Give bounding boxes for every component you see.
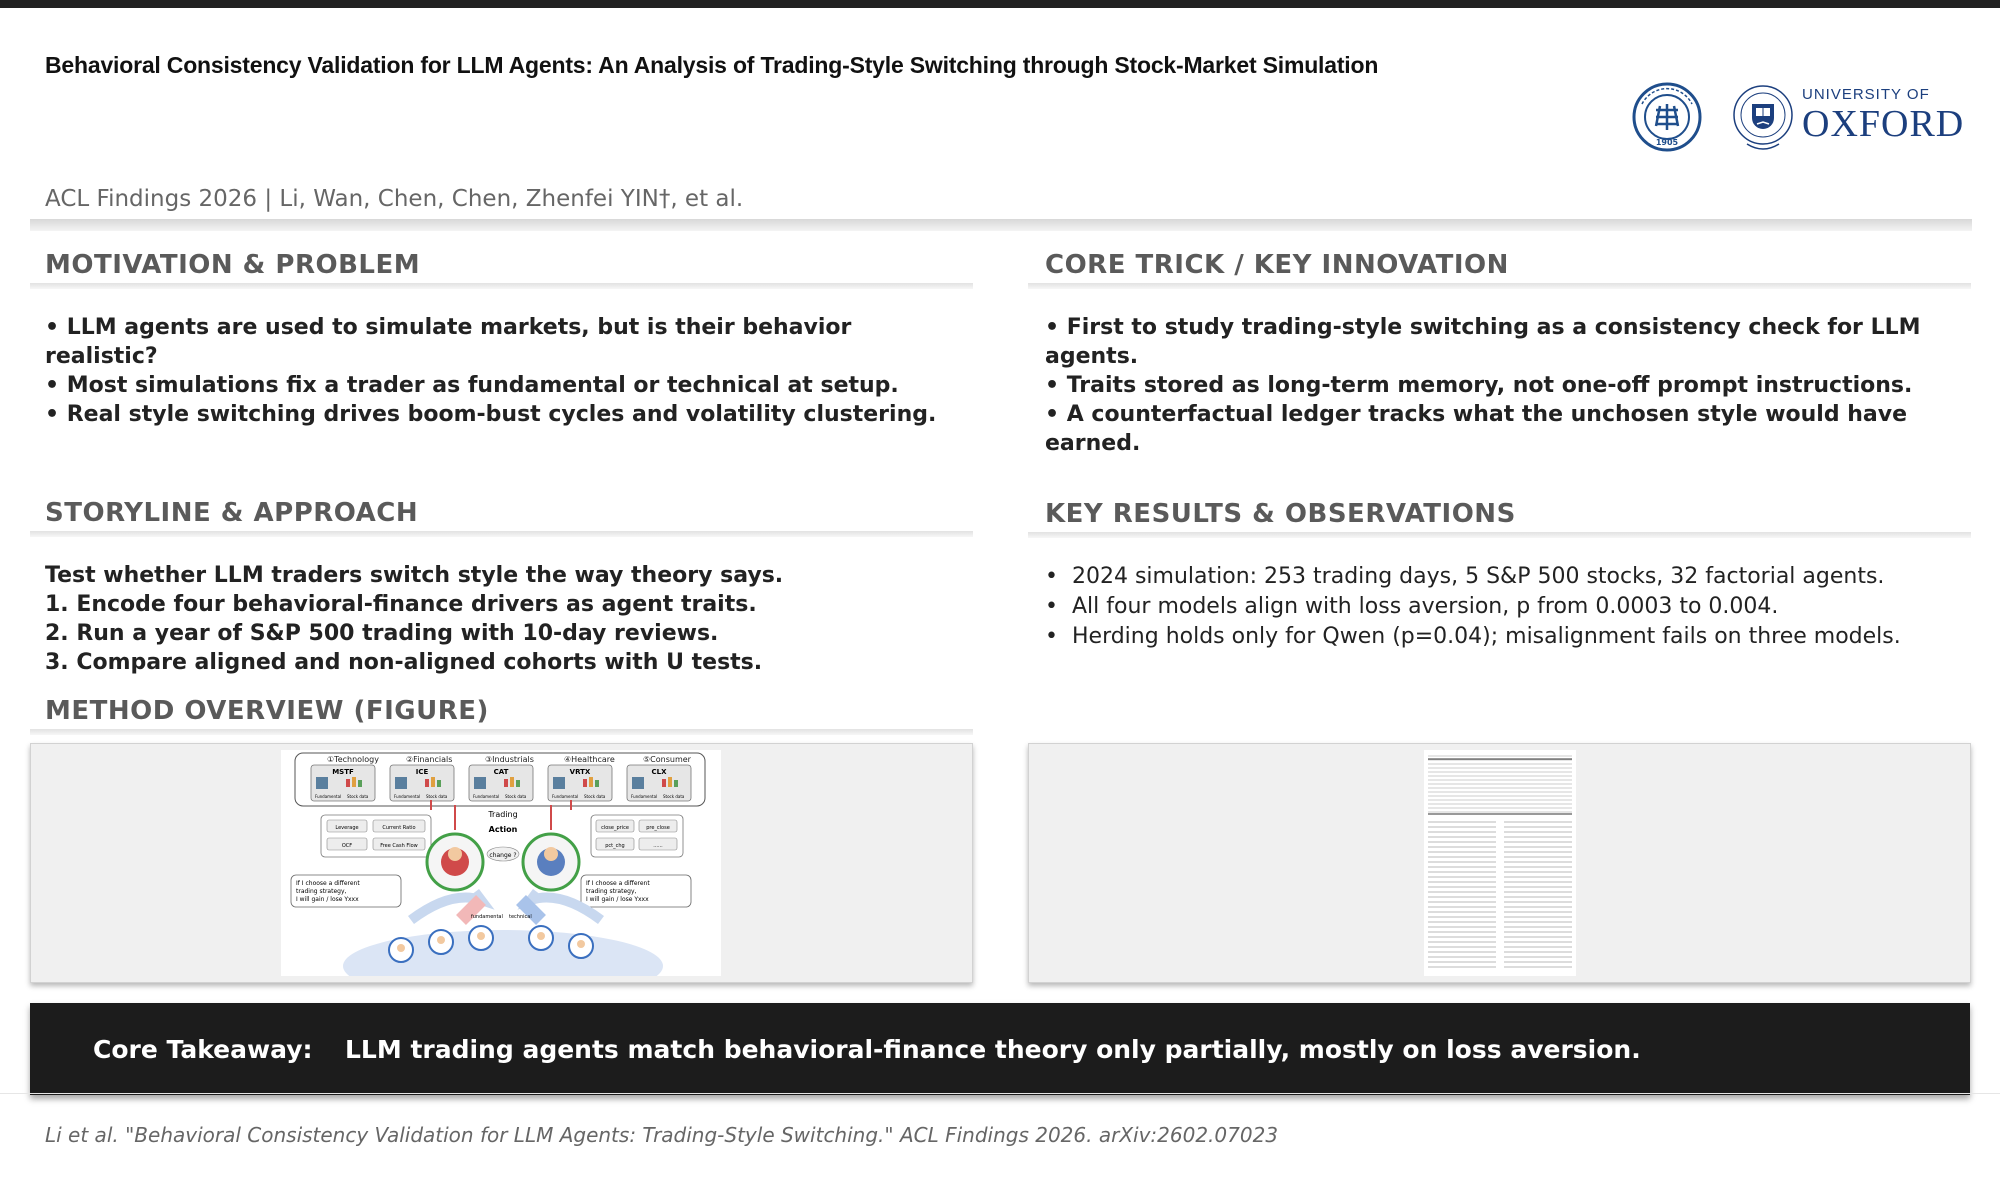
svg-text:pct_chg: pct_chg [605, 843, 625, 849]
citation-divider [0, 1093, 2000, 1094]
list-item-bullet: • [1045, 624, 1058, 649]
card-sub-label: Fundamental [473, 794, 500, 799]
header-divider [30, 219, 1972, 231]
svg-text:fundamental: fundamental [471, 914, 503, 920]
list-item: • A counterfactual ledger tracks what the unchosen style would have earned. [1045, 402, 1908, 456]
fudan-university-logo [1632, 82, 1702, 152]
top-bar [0, 0, 2000, 8]
svg-text:I will gain / lose Yxxx: I will gain / lose Yxxx [586, 896, 649, 903]
method-figure [281, 750, 721, 976]
svg-text:trading strategy,: trading strategy, [586, 888, 637, 895]
list-item: 2. Run a year of S&P 500 trading with 10-day reviews. [45, 621, 719, 646]
svg-text:Action: Action [488, 825, 518, 834]
results-list [1045, 562, 1970, 652]
core-takeaway-banner [30, 1003, 1970, 1095]
sector-label: ⑤Consumer [643, 755, 691, 764]
oxford-wordmark-small: UNIVERSITY OF [1802, 86, 1930, 103]
results-table-figure-panel [1028, 743, 1971, 983]
method-figure-panel [30, 743, 973, 983]
svg-text:If I choose a different: If I choose a different [296, 880, 360, 887]
list-item-text: 2024 simulation: 253 trading days, 5 S&P 500 stocks, 32 factorial agents. [1071, 564, 1885, 589]
method-heading: METHOD OVERVIEW (FIGURE) [45, 696, 489, 726]
sector-label: ②Financials [406, 755, 453, 764]
list-item [1045, 562, 1970, 591]
card-sub-label: Fundamental [394, 794, 421, 799]
card-sub-label: Stock data [426, 794, 448, 799]
svg-text:Free Cash Flow: Free Cash Flow [380, 843, 418, 849]
svg-text:close_price: close_price [601, 825, 629, 831]
svg-text:pre_close: pre_close [646, 825, 670, 831]
card-sub-label: Stock data [347, 794, 369, 799]
method-rule [30, 729, 973, 735]
svg-text:Leverage: Leverage [335, 825, 359, 831]
motivation-list [45, 313, 965, 429]
list-item [1045, 622, 1970, 651]
card-sub-label: Stock data [663, 794, 685, 799]
svg-text:OCF: OCF [341, 843, 353, 849]
byline: ACL Findings 2026 | Li, Wan, Chen, Chen, Zhenfei YIN†, et al. [45, 186, 744, 212]
list-item: • First to study trading-style switching as a consistency check for LLM agents. [1045, 315, 1921, 369]
motivation-rule [30, 283, 973, 289]
storyline-rule [30, 531, 973, 537]
list-item-bullet: • [1045, 564, 1058, 589]
results-heading: KEY RESULTS & OBSERVATIONS [1045, 499, 1516, 529]
card-sub-label: Fundamental [552, 794, 579, 799]
list-item: Test whether LLM traders switch style the way theory says. [45, 563, 784, 588]
sector-label: ④Healthcare [564, 755, 615, 764]
svg-text:......: ...... [653, 843, 663, 849]
list-item-bullet: • [1045, 594, 1058, 619]
ticker-label: VRTX [569, 768, 591, 776]
motivation-heading: MOTIVATION & PROBLEM [45, 250, 421, 280]
results-rule [1028, 532, 1971, 538]
university-logos [1632, 78, 1972, 158]
svg-text:I will gain / lose Yxxx: I will gain / lose Yxxx [296, 896, 359, 903]
list-item-text: Herding holds only for Qwen (p=0.04); misalignment fails on three models. [1071, 624, 1901, 649]
results-table-thumbnail [1424, 750, 1576, 976]
list-item: • Most simulations fix a trader as fundamental or technical at setup. [45, 373, 899, 398]
oxford-wordmark [1802, 86, 1972, 143]
list-item: • LLM agents are used to simulate markets, but is their behavior realistic? [45, 315, 852, 369]
storyline-heading: STORYLINE & APPROACH [45, 498, 419, 528]
oxford-wordmark-big: OXFORD [1802, 103, 1965, 145]
svg-text:1905: 1905 [1655, 138, 1679, 147]
sector-label: ①Technology [327, 755, 379, 764]
core-heading: CORE TRICK / KEY INNOVATION [1045, 250, 1509, 280]
ticker-label: ICE [415, 768, 429, 776]
svg-text:trading strategy,: trading strategy, [296, 888, 347, 895]
ticker-label: MSTF [332, 768, 354, 776]
list-item-text: All four models align with loss aversion, p from 0.0003 to 0.004. [1071, 594, 1779, 619]
storyline-list [45, 561, 965, 677]
core-list [1045, 313, 1965, 458]
list-item: 1. Encode four behavioral-finance drivers as agent traits. [45, 592, 757, 617]
card-sub-label: Stock data [505, 794, 527, 799]
svg-text:If I choose a different: If I choose a different [586, 880, 650, 887]
page-title: Behavioral Consistency Validation for LLM Agents: An Analysis of Trading-Style Switching through Stock-Market Simulation [45, 52, 1379, 78]
ticker-label: CLX [651, 768, 667, 776]
core-takeaway-text: LLM trading agents match behavioral-finance theory only partially, mostly on loss aversion. [345, 1035, 1641, 1064]
list-item [1045, 592, 1970, 621]
ticker-label: CAT [493, 768, 509, 776]
svg-text:change ?: change ? [489, 852, 517, 859]
core-takeaway-label: Core Takeaway: [93, 1035, 313, 1064]
svg-text:Trading: Trading [488, 810, 518, 819]
list-item: • Real style switching drives boom-bust cycles and volatility clustering. [45, 402, 937, 427]
card-sub-label: Stock data [584, 794, 606, 799]
card-sub-label: Fundamental [315, 794, 342, 799]
citation: Li et al. "Behavioral Consistency Validation for LLM Agents: Trading-Style Switching." ACL Findings 2026. arXiv:2602.07023 [45, 1123, 1279, 1147]
oxford-crest [1732, 82, 1794, 152]
svg-text:Current Ratio: Current Ratio [382, 825, 416, 831]
core-rule [1028, 283, 1971, 289]
svg-text:technical: technical [509, 914, 532, 920]
card-sub-label: Fundamental [631, 794, 658, 799]
list-item: • Traits stored as long-term memory, not one-off prompt instructions. [1045, 373, 1913, 398]
sector-label: ③Industrials [485, 755, 534, 764]
list-item: 3. Compare aligned and non-aligned cohorts with U tests. [45, 650, 763, 675]
